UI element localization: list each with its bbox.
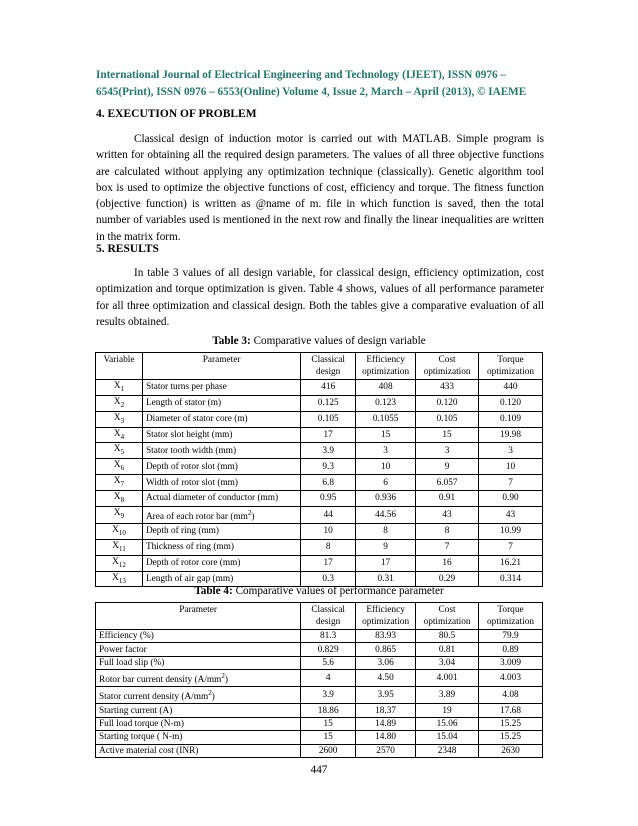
variable-cell	[96, 506, 143, 523]
value-cell: 3.04	[416, 656, 479, 669]
parameter-cell	[96, 717, 301, 730]
value-cell: 2600	[301, 744, 356, 757]
section-4-paragraph	[96, 131, 544, 245]
value-cell: 4	[301, 670, 356, 687]
value-cell: 44	[301, 506, 356, 523]
table-3-header-cell: Torque optimization	[479, 353, 543, 380]
table-3-header-cell: Efficiency optimization	[356, 353, 416, 380]
table-4-caption	[0, 585, 638, 597]
value-cell: 7	[479, 539, 543, 555]
value-cell: 16.21	[479, 555, 543, 571]
value-cell: 9.3	[301, 459, 356, 475]
value-cell: 4.50	[356, 670, 416, 687]
section-5-text: In table 3 values of all design variable, for classical design, efficiency optimization, cost optimization and torque optimization is given. Table 4 shows, values of all performance parameter for all three optimization and classical design. Both the tables give a comparative evaluation of all results obtained.	[96, 267, 544, 328]
value-cell: 0.936	[356, 491, 416, 507]
table-row	[96, 475, 543, 491]
parameter-cell	[142, 395, 300, 411]
parameter-cell	[96, 643, 301, 656]
parameter-cell	[96, 744, 301, 757]
table-3-header-cell: Classical design	[301, 353, 356, 380]
table-3-header-cell: Variable	[96, 353, 143, 380]
value-cell: 80.5	[416, 630, 479, 643]
table-4-title: Comparative values of performance parameter	[232, 585, 444, 597]
value-cell: 18.86	[301, 704, 356, 717]
page-number: 447	[310, 764, 328, 776]
parameter-cell: Rotor bar current density $(A/mm^2)$	[96, 670, 301, 687]
value-cell: 18.37	[356, 704, 416, 717]
table-3-label: Table 3:	[212, 335, 251, 347]
value-cell: 408	[356, 380, 416, 396]
value-cell: 15	[356, 427, 416, 443]
variable-symbol: X	[112, 524, 119, 535]
section-5-paragraph	[96, 265, 544, 330]
variable-cell	[96, 427, 143, 443]
value-cell: 2570	[356, 744, 416, 757]
parameter-text: Active material cost (INR)	[99, 745, 199, 756]
table-4-header-cell: Cost optimization	[416, 603, 479, 630]
value-cell: 0.1055	[356, 411, 416, 427]
table-4-header-cell: Parameter	[96, 603, 301, 630]
table-row	[96, 731, 543, 744]
value-cell: 17	[356, 555, 416, 571]
value-cell: 15.04	[416, 731, 479, 744]
table-row	[96, 506, 543, 523]
variable-symbol: X	[113, 412, 121, 423]
parameter-text: Diameter of stator core (m)	[145, 414, 248, 425]
value-cell: 15.25	[479, 717, 543, 730]
parameter-text: Thickness of ring (mm)	[145, 542, 234, 553]
value-cell: 4.003	[479, 670, 543, 687]
value-cell: 0.90	[479, 491, 543, 507]
section-4-heading: 4. EXECUTION OF PROBLEM	[96, 108, 257, 120]
parameter-cell: Area of each rotor bar $(mm^2)$	[142, 506, 300, 523]
table-row	[96, 395, 543, 411]
parameter-cell	[142, 539, 300, 555]
variable-cell	[96, 475, 143, 491]
value-cell: 19.98	[479, 427, 543, 443]
table-4-label: Table 4:	[194, 585, 233, 597]
value-cell: 14.80	[356, 731, 416, 744]
value-cell: 15	[416, 427, 479, 443]
value-cell: 3.89	[416, 687, 479, 704]
parameter-text: Depth of rotor core (mm)	[145, 558, 241, 569]
parameter-text: Starting torque ( N-m)	[99, 732, 183, 743]
variable-subscript: 4	[120, 432, 125, 441]
value-cell: 0.91	[416, 491, 479, 507]
variable-symbol: X	[112, 572, 119, 583]
parameter-cell	[96, 704, 301, 717]
table-row	[96, 630, 543, 643]
variable-subscript: 11	[118, 544, 126, 553]
value-cell: 3.06	[356, 656, 416, 669]
table-3-header-row	[96, 353, 543, 380]
parameter-cell	[142, 443, 300, 459]
value-cell: 0.81	[416, 643, 479, 656]
variable-cell	[96, 539, 143, 555]
table-4-header-cell: Classical design	[301, 603, 356, 630]
value-cell: 6.057	[416, 475, 479, 491]
value-cell: 15.06	[416, 717, 479, 730]
value-cell: 3.009	[479, 656, 543, 669]
table-3-caption	[0, 335, 638, 347]
variable-symbol: X	[113, 460, 121, 471]
value-cell: 15.25	[479, 731, 543, 744]
value-cell: 7	[479, 475, 543, 491]
value-cell: 0.120	[416, 395, 479, 411]
value-cell: 79.9	[479, 630, 543, 643]
value-cell: 440	[479, 380, 543, 396]
value-cell: 0.105	[301, 411, 356, 427]
value-cell: 0.105	[416, 411, 479, 427]
variable-symbol: X	[113, 428, 121, 439]
table-row	[96, 411, 543, 427]
value-cell: 0.89	[479, 643, 543, 656]
value-cell: 10.99	[479, 523, 543, 539]
table-row	[96, 656, 543, 669]
value-cell: 0.31	[356, 571, 416, 587]
value-cell: 3.9	[301, 443, 356, 459]
value-cell: 17	[301, 427, 356, 443]
value-cell: 10	[301, 523, 356, 539]
parameter-text: Depth of ring (mm)	[145, 526, 220, 537]
table-row	[96, 704, 543, 717]
variable-subscript: 13	[118, 576, 126, 585]
parameter-cell	[96, 656, 301, 669]
value-cell: 15	[301, 717, 356, 730]
value-cell: 14.89	[356, 717, 416, 730]
parameter-text: Power factor	[99, 644, 147, 655]
parameter-cell: Stator current density $(A/mm^2)$	[96, 687, 301, 704]
variable-symbol: X	[113, 492, 121, 503]
journal-header-line2: 6545(Print), ISSN 0976 – 6553(Online) Volume 4, Issue 2, March – April (2013), © IAEME	[96, 86, 527, 98]
variable-symbol: X	[113, 444, 121, 455]
variable-cell	[96, 523, 143, 539]
variable-cell	[96, 395, 143, 411]
parameter-cell	[96, 731, 301, 744]
value-cell: 44.56	[356, 506, 416, 523]
parameter-text: Stator slot height (mm)	[145, 430, 233, 440]
value-cell: 81.3	[301, 630, 356, 643]
parameter-text: Starting current (A)	[99, 705, 173, 716]
parameter-cell	[96, 630, 301, 643]
value-cell: 8	[301, 539, 356, 555]
variable-subscript: 10	[118, 528, 126, 537]
variable-cell	[96, 459, 143, 475]
parameter-text: Stator tooth width (mm)	[145, 445, 237, 456]
value-cell: 17.68	[479, 704, 543, 717]
parameter-cell	[142, 475, 300, 491]
table-row	[96, 380, 543, 396]
parameter-cell	[142, 523, 300, 539]
variable-cell	[96, 380, 143, 396]
variable-symbol: X	[112, 540, 119, 551]
value-cell: 4.08	[479, 687, 543, 704]
variable-subscript: 3	[120, 416, 125, 425]
variable-subscript: 1	[120, 384, 125, 393]
value-cell: 3.95	[356, 687, 416, 704]
variable-subscript: 5	[120, 448, 125, 457]
variable-subscript: 9	[120, 512, 125, 521]
value-cell: 8	[356, 523, 416, 539]
parameter-cell	[142, 411, 300, 427]
value-cell: 0.95	[301, 491, 356, 507]
value-cell: 0.829	[301, 643, 356, 656]
parameter-superscript: 2	[221, 672, 225, 681]
table-row	[96, 717, 543, 730]
table-row	[96, 687, 543, 704]
parameter-text: Length of air gap (mm)	[145, 573, 234, 584]
variable-symbol: X	[113, 381, 121, 391]
value-cell: 2348	[416, 744, 479, 757]
value-cell: 7	[416, 539, 479, 555]
value-cell: 15	[301, 731, 356, 744]
parameter-superscript: 2	[247, 508, 252, 517]
table-4-header-cell: Efficiency optimization	[356, 603, 416, 630]
table-3-header-cell: Parameter	[142, 353, 300, 380]
value-cell: 3	[416, 443, 479, 459]
table-row	[96, 443, 543, 459]
parameter-cell	[142, 491, 300, 507]
value-cell: 0.3	[301, 571, 356, 587]
value-cell: 9	[416, 459, 479, 475]
variable-cell	[96, 443, 143, 459]
parameter-cell	[142, 459, 300, 475]
variable-subscript: 6	[120, 464, 125, 473]
section-5-heading: 5. RESULTS	[96, 243, 159, 255]
variable-subscript: 7	[120, 480, 125, 489]
table-3-title: Comparative values of design variable	[250, 335, 426, 347]
parameter-cell	[142, 380, 300, 396]
parameter-text: Depth of rotor slot (mm)	[145, 461, 238, 472]
table-row	[96, 491, 543, 507]
value-cell: 416	[301, 380, 356, 396]
value-cell: 3	[356, 443, 416, 459]
parameter-text: Efficiency (%)	[99, 631, 154, 642]
variable-cell	[96, 491, 143, 507]
value-cell: 17	[301, 555, 356, 571]
journal-header	[96, 67, 544, 101]
parameter-cell	[142, 555, 300, 571]
parameter-text: Actual diameter of conductor (mm)	[145, 493, 279, 504]
table-row	[96, 427, 543, 443]
parameter-text: Stator turns per phase	[145, 382, 227, 393]
parameter-text: Area of each rotor bar (mm	[145, 511, 248, 522]
value-cell: 0.314	[479, 571, 543, 587]
value-cell: 6.8	[301, 475, 356, 491]
value-cell: 2630	[479, 744, 543, 757]
variable-cell	[96, 411, 143, 427]
value-cell: 0.123	[356, 395, 416, 411]
value-cell: 0.120	[479, 395, 543, 411]
parameter-cell	[142, 427, 300, 443]
parameter-superscript: 2	[208, 689, 212, 698]
value-cell: 433	[416, 380, 479, 396]
table-row	[96, 555, 543, 571]
value-cell: 10	[356, 459, 416, 475]
value-cell: 0.109	[479, 411, 543, 427]
table-row	[96, 539, 543, 555]
table-4-header-cell: Torque optimization	[479, 603, 543, 630]
journal-header-line1: International Journal of Electrical Engineering and Technology (IJEET), ISSN 0976 –	[96, 69, 506, 81]
value-cell: 3.9	[301, 687, 356, 704]
variable-subscript: 8	[120, 495, 125, 504]
variable-subscript: 2	[120, 400, 125, 409]
variable-cell	[96, 555, 143, 571]
table-row	[96, 643, 543, 656]
value-cell: 10	[479, 459, 543, 475]
parameter-text: Stator current density (A/mm	[99, 692, 209, 703]
value-cell: 6	[356, 475, 416, 491]
parameter-text: Full load slip (%)	[99, 657, 165, 668]
variable-symbol: X	[113, 396, 121, 407]
value-cell: 16	[416, 555, 479, 571]
parameter-text: Full load torque (N-m)	[99, 718, 184, 729]
variable-symbol: X	[113, 476, 121, 487]
parameter-text: Width of rotor slot (mm)	[145, 477, 239, 488]
value-cell: 3	[479, 443, 543, 459]
value-cell: 43	[479, 506, 543, 523]
parameter-text: Rotor bar current density (A/mm	[99, 675, 222, 686]
table-row	[96, 744, 543, 757]
parameter-text: Length of stator (m)	[145, 398, 222, 409]
value-cell: 0.865	[356, 643, 416, 656]
value-cell: 0.125	[301, 395, 356, 411]
value-cell: 43	[416, 506, 479, 523]
table-4-header-row	[96, 603, 543, 630]
value-cell: 83.93	[356, 630, 416, 643]
table-row	[96, 459, 543, 475]
table-3	[95, 352, 543, 587]
table-3-header-cell: Cost optimization	[416, 353, 479, 380]
value-cell: 5.6	[301, 656, 356, 669]
variable-symbol: X	[113, 508, 121, 519]
value-cell: 0.29	[416, 571, 479, 587]
variable-symbol: X	[112, 556, 119, 567]
section-4-text: Classical design of induction motor is carried out with MATLAB. Simple program is written for obtaining all the required design parameters. The values of all three objective functions are calculated without applying any optimization technique (classically). Genetic algorithm tool box is used to optimize the objective functions of cost, efficiency and torque. The fitness function (objective function) is written as @name of m. file in which function is saved, then the total number of variables used is mentioned in the next row and finally the linear inequalities are written in the matrix form.	[96, 133, 544, 243]
value-cell: 8	[416, 523, 479, 539]
value-cell: 4.001	[416, 670, 479, 687]
table-4	[95, 602, 543, 758]
table-row	[96, 670, 543, 687]
value-cell: 9	[356, 539, 416, 555]
variable-subscript: 12	[118, 560, 126, 569]
value-cell: 19	[416, 704, 479, 717]
table-row	[96, 523, 543, 539]
